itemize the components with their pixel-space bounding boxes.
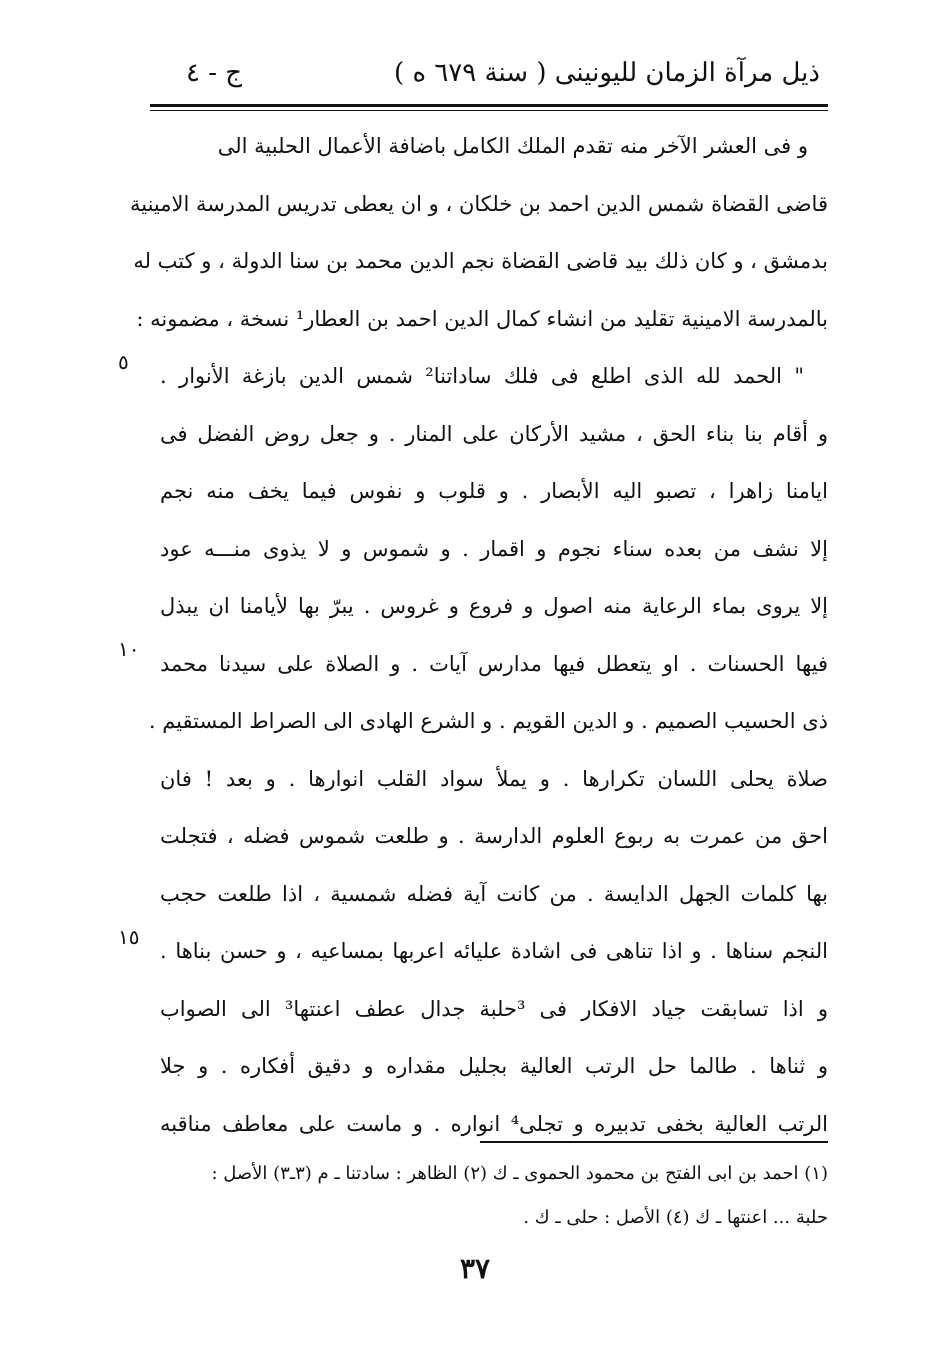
body-line: بها كلمات الجهل الدايسة . من كانت آية فضله شمسية ، اذا طلعت حجب xyxy=(160,881,828,906)
body-line: صلاة يحلى اللسان تكرارها . و يملأ سواد القلب انوارها . و بعد ! فان xyxy=(160,766,828,791)
body-line: و ثناها . طالما حل الرتب العالية بجليل مقداره و دقيق أفكاره . و جلا xyxy=(160,1054,828,1078)
running-title: ذيل مرآة الزمان لليونينى ( سنة ٦٧٩ ه ) xyxy=(394,58,820,88)
body-line: الرتب العالية بخفى تدبيره و تجلى⁴ انواره . و ماست على معاطف مناقبه xyxy=(160,1111,828,1136)
line-number: ١٠ xyxy=(118,637,140,661)
body-line: و أقام بنا بناء الحق ، مشيد الأركان على المنار . و جعل روض الفضل فى xyxy=(160,421,828,446)
body-line: احق من عمرت به ربوع العلوم الدارسة . و طلعت شموس فضله ، فتجلت xyxy=(160,824,828,848)
footnotes xyxy=(160,1152,828,1240)
body-line: قاضى القضاة شمس الدين احمد بن خلكان ، و ان يعطى تدريس المدرسة الامينية xyxy=(129,191,828,216)
body-line: و فى العشر الآخر منه تقدم الملك الكامل باضافة الأعمال الحلبية الى xyxy=(217,134,808,158)
footnote-line: حلبة ... اعنتها ـ ك (٤) الأصل : حلى ـ ك . xyxy=(523,1207,828,1228)
body-line: و اذا تسابقت جياد الافكار فى ³حلبة جدال عطف اعنتها³ الى الصواب xyxy=(160,996,829,1021)
body-line: إلا يروى بماء الرعاية منه اصول و فروع و غروس . يبرّ بها لأيامنا ان يبذل xyxy=(160,594,828,618)
body-line: بدمشق ، و كان ذلك بيد قاضى القضاة نجم الدين محمد بن سنا الدولة ، و كتب له xyxy=(133,249,828,273)
line-number: ١٥ xyxy=(118,925,140,949)
body-line: ذى الحسيب الصميم . و الدين القويم . و الشرع الهادى الى الصراط المستقيم . xyxy=(148,709,828,733)
header-rule-thin xyxy=(150,110,828,111)
body-line: إلا نشف من بعده سناء نجوم و اقمار . و شموس و لا يذوى منـــه عود xyxy=(160,536,828,561)
footnote-line: (١) احمد بن ابى الفتح بن محمود الحموى ـ ك (٢) الظاهر : سادتنا ـ م (٣ـ٣) الأصل : xyxy=(211,1163,828,1184)
footnote-rule xyxy=(480,1141,828,1143)
body-line: بالمدرسة الامينية تقليد من انشاء كمال الدين احمد بن العطار¹ نسخة ، مضمونه : xyxy=(136,306,828,331)
page-number: ٣٧ xyxy=(459,1252,491,1285)
body-line: ايامنا زاهرا ، تصبو اليه الأبصار . و قلوب و نفوس فيما يخف منه نجم xyxy=(160,479,828,503)
body-line: " الحمد لله الذى اطلع فى فلك ساداتنا² شمس الدين بازغة الأنوار . xyxy=(160,364,804,388)
header-rule-thick xyxy=(150,104,828,107)
body-line: النجم سناها . و اذا تناهى فى اشادة عليائه اعربها بمساعيه ، و حسن بناها . xyxy=(160,939,828,963)
running-head xyxy=(150,58,820,102)
line-number: ٥ xyxy=(118,350,129,374)
body-line: فيها الحسنات . او يتعطل فيها مدارس آيات . و الصلاة على سيدنا محمد xyxy=(160,651,828,676)
volume-number: ج - ٤ xyxy=(186,58,243,88)
